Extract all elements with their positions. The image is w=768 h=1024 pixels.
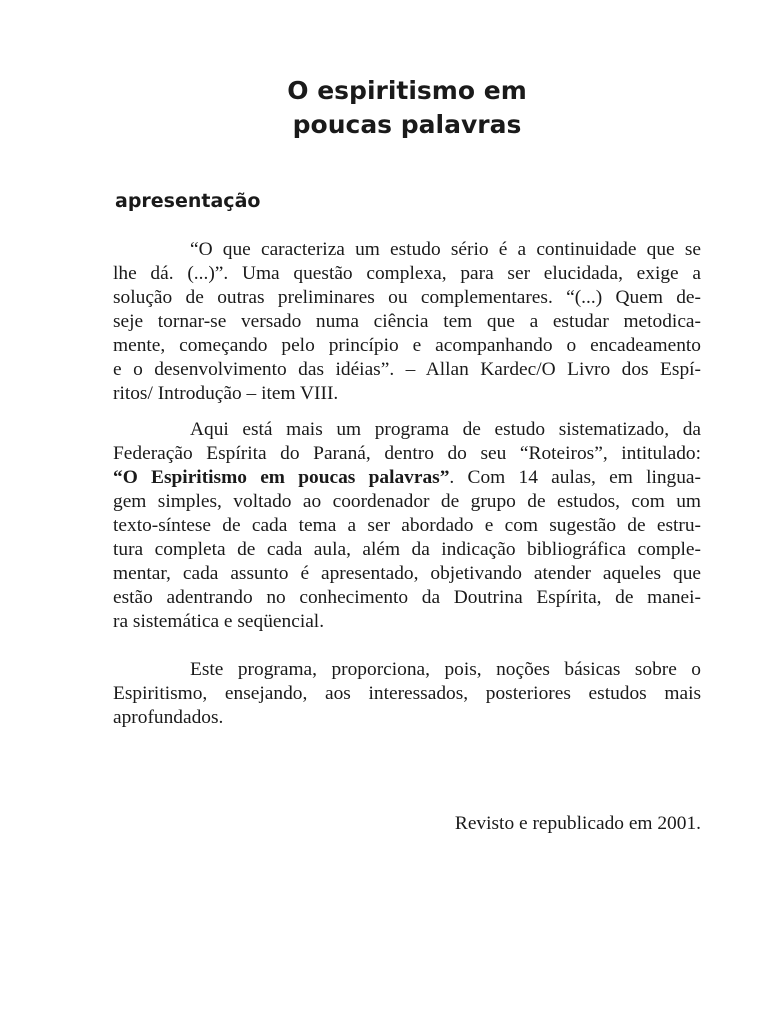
text-line: gem simples, voltado ao coordenador de grupo de estudos, com um (113, 491, 701, 512)
text-line-with-bold (113, 466, 701, 490)
text-line: “O que caracteriza um estudo sério é a continuidade que se (190, 239, 701, 260)
paragraph-quote (113, 238, 701, 406)
text-line: lhe dá. (...)”. Uma questão complexa, para ser elucidada, exige a (113, 263, 701, 284)
text-fragment: . Com 14 aulas, em lingua- (449, 467, 701, 488)
text-line: Federação Espírita do Paraná, dentro do seu “Roteiros”, intitulado: (113, 443, 701, 464)
text-line: ra sistemática e seqüencial. (113, 611, 325, 632)
text-line: aprofundados. (113, 707, 224, 728)
text-line: Este programa, proporciona, pois, noções básicas sobre o (190, 659, 701, 680)
title-line-2: poucas palavras (292, 110, 522, 139)
text-line: solução de outras preliminares ou complementares. “(...) Quem de- (113, 287, 701, 308)
text-line: mente, começando pelo princípio e acompanhando o encadeamento (113, 335, 701, 356)
text-line: tura completa de cada aula, além da indicação bibliográfica comple- (113, 539, 701, 560)
section-heading: apresentação (115, 190, 261, 212)
text-line: Aqui está mais um programa de estudo sistematizado, da (190, 419, 701, 440)
text-line: Espiritismo, ensejando, aos interessados, posteriores estudos mais (113, 683, 701, 704)
paragraph-program (113, 418, 701, 634)
title-line-1: O espiritismo em (287, 76, 527, 105)
text-line: estão adentrando no conhecimento da Doutrina Espírita, de manei- (113, 587, 701, 608)
paragraph-summary (113, 658, 701, 730)
text-line: ritos/ Introdução – item VIII. (113, 383, 339, 404)
text-line: mentar, cada assunto é apresentado, objetivando atender aqueles que (113, 563, 701, 584)
text-line: e o desenvolvimento das idéias”. – Allan Kardec/O Livro dos Espí- (113, 359, 701, 380)
document-page (113, 0, 701, 1024)
text-line: texto-síntese de cada tema a ser abordado e com sugestão de estru- (113, 515, 701, 536)
revision-note: Revisto e republicado em 2001. (454, 813, 701, 834)
page-title (113, 74, 701, 142)
program-title-bold: “O Espiritismo em poucas palavras” (113, 467, 450, 488)
text-line: seje tornar-se versado numa ciência tem que a estudar metodica- (113, 311, 701, 332)
